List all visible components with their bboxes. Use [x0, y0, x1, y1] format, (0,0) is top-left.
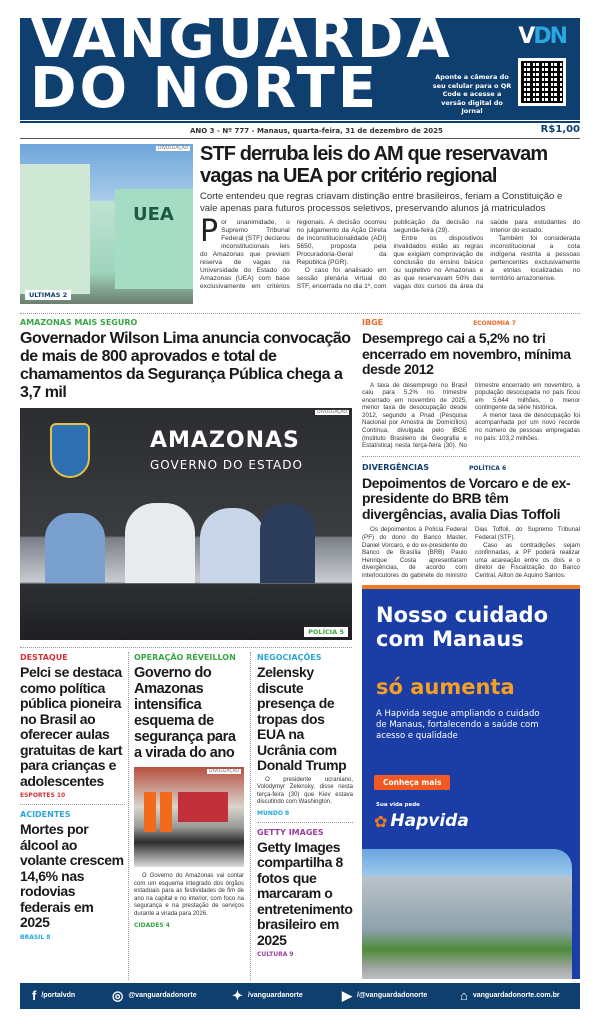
edition-line: [20, 121, 580, 139]
uea-photo: UEA DIVULGAÇÃO ULTIMAS 2: [20, 144, 193, 304]
website-link[interactable]: ⌂ vanguardadonorte.com.br: [460, 988, 560, 1003]
divider: [20, 804, 125, 805]
getty-kicker: GETTY IMAGES: [257, 827, 324, 837]
ad-highlight: só aumenta: [376, 675, 515, 699]
vdn-logo: VDN: [518, 24, 566, 49]
reveillon-kicker: OPERAÇÃO RÉVEILLON: [134, 653, 236, 662]
youtube-icon: ▶: [342, 988, 352, 1003]
bottom-column-3: [257, 653, 353, 958]
photo-credit: DIVULGAÇÃO: [158, 146, 188, 151]
alcool-section[interactable]: BRASIL 8: [20, 933, 51, 941]
security-kicker: AMAZONAS MAIS SEGURO: [20, 318, 138, 327]
divider: [257, 822, 353, 823]
column-rule: [128, 652, 129, 980]
facebook-icon: f: [32, 988, 37, 1003]
bottom-column-2: [134, 653, 244, 929]
ad-tagline: Sua vida pede: [376, 802, 420, 808]
lead-deck: Corte entendeu que regras criavam distinção entre brasileiros, feriam a Constituição e vale apenas para futuros processos seletivos, preservando alunos já matriculados: [200, 191, 563, 214]
qr-code[interactable]: [518, 58, 566, 106]
twitter-link[interactable]: ✦ /vanguardanorte: [232, 988, 303, 1003]
getty-headline[interactable]: Getty Images compartilha 8 fotos que marcaram o entretenimento brasileiro em 2025: [257, 838, 353, 948]
ad-cta-button[interactable]: Conheça mais: [374, 775, 450, 790]
lead-story: [200, 143, 580, 291]
newspaper-title: VANGUARDA DO NORTE: [30, 6, 453, 121]
bottom-column-1: [20, 653, 125, 941]
page-ref-tag[interactable]: POLÍCIA 5: [304, 627, 348, 637]
ibge-section[interactable]: ECONOMIA 7: [473, 320, 516, 327]
zelensky-kicker: NEGOCIAÇÕES: [257, 653, 322, 662]
ad-building-photo: [362, 849, 572, 979]
instagram-icon: ◎: [112, 988, 124, 1003]
zelensky-body: O presidente ucraniano, Volodymyr Zelensky, disse nesta terça-feira (30) que Kiev estava discutindo com Washington.: [257, 776, 353, 806]
security-headline[interactable]: Governador Wilson Lima anuncia convocação de mais de 800 aprovados e total de chamamentos da Segurança Pública chega a 3,7 mil: [20, 330, 351, 401]
governor-photo: AMAZONAS GOVERNO DO ESTADO DIVULGAÇÃO POLÍCIA 5: [20, 408, 352, 640]
divider: [20, 313, 580, 314]
page-ref-tag[interactable]: ULTIMAS 2: [25, 290, 71, 300]
ad-headline: Nosso cuidado com Manaus: [376, 603, 548, 651]
ad-text: A Hapvida segue ampliando o cuidado de Manaus, fortalecendo a saúde com acesso e qualidade: [376, 709, 540, 741]
alcool-kicker: ACIDENTES: [20, 810, 71, 819]
divider: [362, 456, 580, 457]
column-rule: [250, 652, 251, 980]
masthead: [20, 6, 580, 121]
zelensky-headline[interactable]: Zelensky discute presença de tropas dos EUA na Ucrânia com Donald Trump: [257, 664, 347, 773]
brb-section[interactable]: POLÍTICA 6: [468, 464, 507, 472]
hapvida-logo: ✿ Hapvida: [374, 811, 469, 831]
brb-body: Os depoimentos à Polícia Federal (PF) do dono do Banco Master, Daniel Vorcaro, e do ex-presidente do Banco de Brasília (BRB) Paulo Henrique Costa apresentaram divergências, de acordo com interlocutores do gabinete do ministro Dias Toffoli, do Supremo Tribunal Federal (STF). Caso as contradições sejam confirmadas, a PF poderá realizar uma acareação entre os dois e o diretor de Fiscalização do Banco Central, Ailton de Aquino Santos.: [362, 526, 580, 579]
dropcap: P: [200, 214, 219, 249]
ibge-headline[interactable]: Desemprego cai a 5,2% no tri encerrado em novembro, mínima desde 2012: [362, 330, 571, 377]
pelci-headline[interactable]: Pelci se destaca como política pública pioneira no Brasil ao oferecer aulas gratuitas de kart para crianças e adolescentes: [20, 664, 123, 789]
ibge-kicker: IBGE: [362, 318, 384, 327]
zelensky-section[interactable]: MUNDO 8: [257, 809, 290, 817]
getty-section[interactable]: CULTURA 9: [257, 951, 294, 959]
home-icon: ⌂: [460, 988, 468, 1003]
firefighters-photo: [134, 767, 244, 867]
youtube-link[interactable]: ▶ /@vanguardadonorte: [342, 988, 428, 1003]
price: R$1,00: [540, 124, 580, 135]
flower-icon: ✿: [374, 811, 388, 831]
photo-credit: DIVULGAÇÃO: [209, 769, 239, 774]
photo-credit: DIVULGAÇÃO: [317, 410, 347, 415]
brb-headline[interactable]: Depoimentos de Vorcaro e de ex-presidente do BRB têm divergências, avalia Dias Toffoli: [362, 474, 571, 522]
pelci-section[interactable]: ESPORTES 10: [20, 792, 66, 799]
reveillon-body: O Governo do Amazonas vai contar com um esquema integrado dos órgãos estaduais para as festividades de fim de ano na capital e no interior, com foco na segurança e na prestação de serviços durante a virada para 2026.: [134, 873, 244, 917]
reveillon-headline[interactable]: Governo do Amazonas intensifica esquema de segurança para a virada do ano: [134, 665, 236, 761]
facebook-link[interactable]: f /portalvdn: [32, 988, 76, 1003]
security-story: [20, 318, 352, 640]
instagram-link[interactable]: ◎ @vanguardadonorte: [112, 988, 197, 1003]
ibge-body: A taxa de desemprego no Brasil caiu para 5,2% no trimestre encerrado em novembro de 2025, menor taxa de desocupação desde 2012, segundo a Pnad (Pesquisa Nacional por Amostra de Domicílios) Contínua, divulgada pelo IBGE (Instituto Brasileiro de Geografia e Estatística) nesta terça-feira (30). No trimestre encerrado em novembro, a população desocupada no país ficou em 5,644 milhões, o menor contingente da série histórica. A menor taxa de desocupação foi acompanhada por um novo recorde no número de pessoas empregadas no país: 103,2 milhões.: [362, 381, 580, 450]
social-footer: [20, 983, 580, 1009]
twitter-icon: ✦: [232, 988, 243, 1003]
photo-sign: AMAZONAS: [150, 428, 300, 453]
edition-date: ANO 3 - Nº 777 - Manaus, quarta-feira, 31 de dezembro de 2025: [190, 127, 443, 135]
brb-kicker: DIVERGÊNCIAS: [362, 462, 429, 472]
right-column: [362, 318, 580, 580]
lead-headline[interactable]: STF derruba leis do AM que reservavam vagas na UEA por critério regional: [200, 143, 548, 187]
qr-prompt: Aponte a câmera do seu celular para o QR Code e acesse a versão digital do Jornal: [432, 73, 512, 115]
divider: [20, 647, 352, 648]
lead-body: P or unanimidade, o Supremo Tribunal Federal (STF) declarou inconstitucionais leis do Amazonas que previam reserva de vagas na Universidade do Estado do Amazonas (UEA) com base exclusivamente em critérios regionais. A decisão ocorreu no julgamento da Ação Direta de Inconstitucionalidade (ADI) 5650, proposta pela Procuradoria-Geral da República (PGR). O caso foi analisado em sessão plenária virtual do STF, encerrada no dia 1º, com publicação da decisão na segunda-feira (29). Entre os dispositivos invalidados estão as regras que exigiam comprovação de conclusão do ensino básico ou supletivo no Amazonas e as que reservavam 50% das vagas dos cursos da área da saúde para estudantes do interior do estado. Também foi considerada inconstitucional a cota indígena restrita a pessoas pertencentes exclusivamente a etnias localizadas no território amazonense.: [200, 214, 580, 290]
hapvida-ad[interactable]: [362, 585, 580, 979]
pelci-kicker: DESTAQUE: [20, 653, 68, 662]
alcool-headline[interactable]: Mortes por álcool ao volante crescem 14,6% nas rodovias federais em 2025: [20, 821, 124, 930]
reveillon-section[interactable]: CIDADES 4: [134, 921, 170, 929]
